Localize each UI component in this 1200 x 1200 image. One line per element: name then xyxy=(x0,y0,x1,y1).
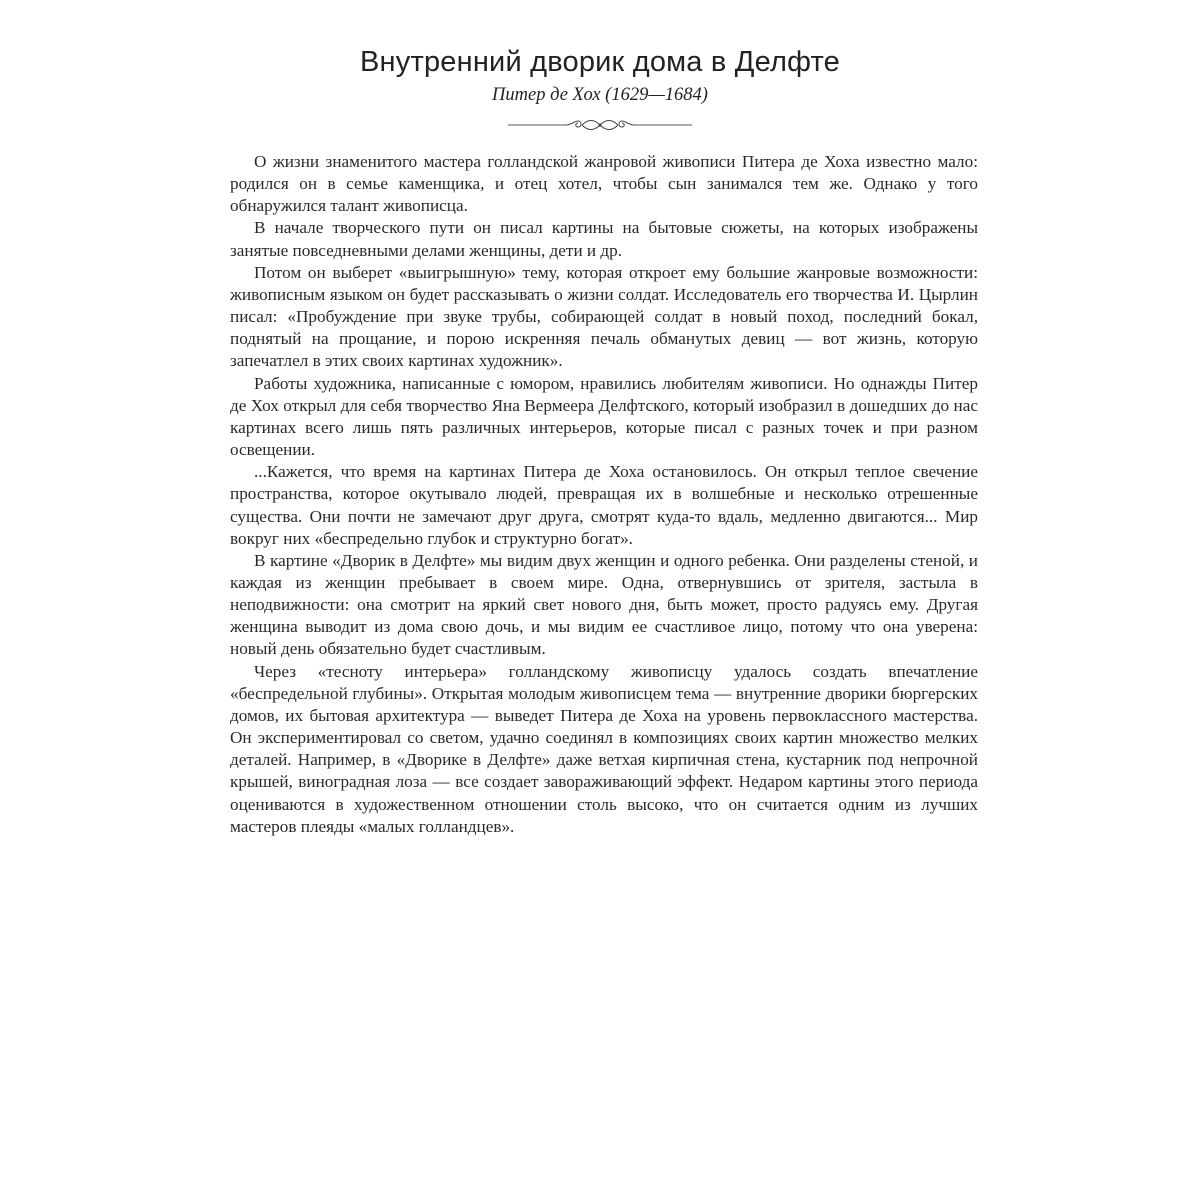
paragraph: О жизни знаменитого мастера голландской жанровой живописи Питера де Хоха известно мало: родился он в семье каменщика, и отец хотел, чтобы сын занимался тем же. Однако у того обнаружился талант живописца. xyxy=(230,152,978,216)
paragraph: Потом он выберет «выигрышную» тему, которая откроет ему большие жанровые возможности: живописным языком он будет рассказывать о жизни солдат. Исследователь его творчества И. Цырлин писал: «Пробуждение при звуке трубы, собирающей солдат в новый поход, последний бокал, поднятый на прощание, и порою искренняя печаль обманутых девиц — вот жизнь, которую запечатлел в этих своих картинах художник». xyxy=(230,262,978,371)
flourish-divider-icon xyxy=(508,117,692,133)
page-title: Внутренний дворик дома в Делфте xyxy=(360,46,840,78)
paragraph: Через «тесноту интерьера» голландскому живописцу удалось создать впечатление «беспредельной глубины». Открытая молодым живописцем тема — внутренние дворики бюргерских домов, их бытовая архитектура — выведет Питера де Хоха на уровень первоклассного мастерства. Он экспериментировал со светом, удачно соединял в композициях своих картин множество мелких деталей. Например, в «Дворике в Делфте» даже ветхая кирпичная стена, кустарник под непрочной крышей, виноградная лоза — все создает завораживающий эффект. Недаром картины этого периода оцениваются в художественном отношении столь высоко, что он считается одним из лучших мастеров плеяды «малых голландцев». xyxy=(230,661,978,836)
paragraph: В начале творческого пути он писал картины на бытовые сюжеты, на которых изображены занятые повседневными делами женщины, дети и др. xyxy=(230,218,978,260)
paragraph: Работы художника, написанные с юмором, нравились любителям живописи. Но однажды Питер де Хох открыл для себя творчество Яна Вермеера Делфтского, который изобразил в дошедших до нас картинах всего лишь пять различных интерьеров, которые писал с разных точек и при разном освещении. xyxy=(230,373,978,460)
paragraph: В картине «Дворик в Делфте» мы видим двух женщин и одного ребенка. Они разделены стеной, и каждая из женщин пребывает в своем мире. Одна, отвернувшись от зрителя, застыла в неподвижности: она смотрит на яркий свет нового дня, быть может, просто радуясь ему. Другая женщина выводит из дома свою дочь, и мы видим ее счастливое лицо, потому что она уверена: новый день обязательно будет счастливым. xyxy=(230,550,978,659)
article-body xyxy=(230,151,978,838)
paragraph: ...Кажется, что время на картинах Питера де Хоха остановилось. Он открыл теплое свечение пространства, которое окутывало людей, превращая их в волшебные и несколько отрешенные существа. Они почти не замечают друг друга, смотрят куда-то вдаль, медленно двигаются... Мир вокруг них «беспредельно глубок и структурно богат». xyxy=(230,462,978,548)
artist-subtitle: Питер де Хох (1629—1684) xyxy=(492,85,708,105)
